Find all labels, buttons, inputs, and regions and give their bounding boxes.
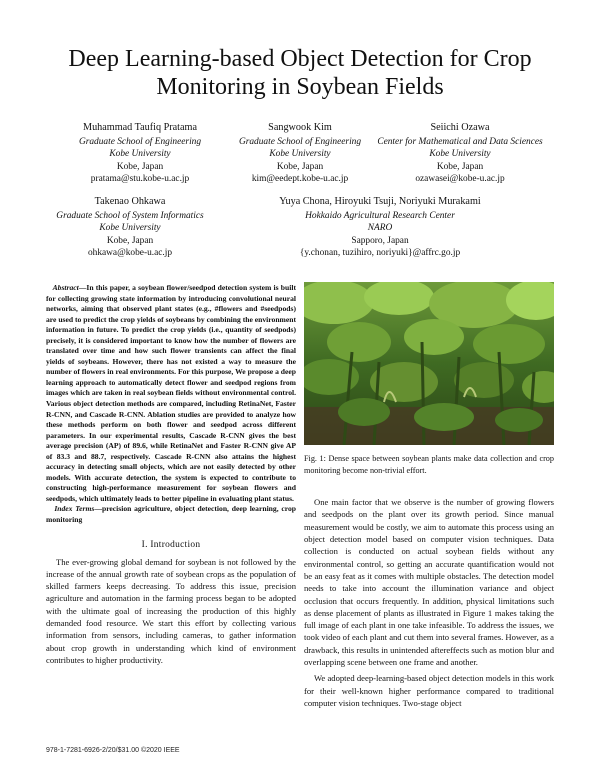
left-column [46,283,296,666]
author-affiliation: Kobe University [269,149,331,160]
index-terms-text: —precision agriculture, object detection, deep learning, crop monitoring [46,504,296,525]
right-column [304,282,554,709]
paper-title: Deep Learning-based Object Detection for Crop Monitoring in Soybean Fields [68,46,532,100]
author-affiliation: Graduate School of Engineering [238,136,362,147]
author-block-4 [30,196,230,260]
soybean-plants-photo [304,282,554,445]
copyright-footer: 978-1-7281-6926-2/20/$31.00 ©2020 IEEE [46,747,180,754]
author-block-5 [255,196,505,260]
soybean-plants-photo-graphic [304,282,554,445]
author-location: Kobe, Japan [116,161,164,172]
intro-paragraph: The ever-growing global demand for soybean is not followed by the increase of the annual growth rate of soybean crops as the population of skilled farmers keeps decreasing. To address this issue, precision agriculture and automation in the farming process began to be adopted with the ultimate goal of increasing the production of this highly demanded food resource. We start this effort by collecting various information from sensors, including cameras, to gather information about crop growth in understanding which kind of environment contributes to higher productivity. [46,556,296,665]
author-affiliation: Graduate School of Engineering [78,136,202,147]
author-name: Seiichi Ozawa [430,122,490,133]
author-location: Sapporo, Japan [351,235,409,246]
abstract-text: —In this paper, a soybean flower/seedpod detection system is built for collecting growing state information by introducing convolutional neural networks, aiming that observed plant states (e.g., #flowers and #seedpods) are used to predict the crop yields of soybeans by combining the environment information in future. To predict the crop yields (i.e., quantity of seedpods) precisely, it is considered important to know how the number of flowers are translated over time and how such flower transients can affect the final yields of soybeans. However, there has not existed a way to measure the number of flowers in real environments. For this purpose, We propose a deep learning approach to automatically detect flower and seedpod regions from images which are taken in real soybean fields without environmental control. Various object detection methods are compared, including RetinaNet, Faster R-CNN, and Cascade R-CNN. Ablation studies are provided to analyze how these methods perform on both flower and seedpod across different parameters. In our experimental results, Cascade R-CNN gives the best average precision (AP) of 89.6, while RetinaNet and Faster R-CNN give AP of 83.3 and 88.7, respectively. Cascade R-CNN also attains the highest accuracy in detecting small objects, which are not easily detected by other models. With accurate detection, the system is expected to contribute to constructing high-performance measurement for soybean flowers and seedpods, which ultimately leads to better pipeline in evaluating plant status. [46,283,296,503]
author-name: Muhammad Taufiq Pratama [83,122,197,133]
author-email: ozawasei@kobe-u.ac.jp [415,174,505,185]
author-email: kim@eedept.kobe-u.ac.jp [251,174,349,185]
author-name: Takenao Ohkawa [94,196,166,207]
author-affiliation: Kobe University [429,149,491,160]
abstract-label: Abstract [52,283,79,292]
author-location: Kobe, Japan [276,161,324,172]
author-name: Yuya Chona, Hiroyuki Tsuji, Noriyuki Murakami [279,196,481,207]
author-email: ohkawa@kobe-u.ac.jp [87,248,173,259]
section-heading-introduction: I. Introduction [141,539,201,550]
author-block-1 [50,122,230,186]
body-paragraph: One main factor that we observe is the number of growing flowers and seedpods on the plant over its growth period. Since manual measurement would be costly, we aim to automate this process using an object detection model based on computer vision techniques. Data collection is conducted on actual soybean fields without any environmental control, so getting an accurate quantification would not be an easy feat as it comes with multiple obstacles. The detection model needs to take into account the illumination variance and object occlusion that occurs frequently. In addition, physical limitations such as dense placement of plants as illustrated in Figure 1 makes taking the full image of each plant in one take infeasible. To address the issues, we took video of each plant and cut them into several frames. However, as a drawback, this results in unintended aftereffects such as motion blur and overlapping scene between one frame and another. [304,497,554,668]
author-location: Kobe, Japan [436,161,484,172]
author-affiliation: NARO [367,223,393,234]
author-location: Kobe, Japan [106,235,154,246]
body-paragraph: We adopted deep-learning-based object detection models in this work for their well-known higher performance compared to traditional computer vision techniques. Two-stage object [304,673,554,708]
abstract [46,283,296,504]
author-affiliation: Kobe University [99,223,161,234]
author-email: {y.chonan, tuzihiro, noriyuki}@affrc.go.jp [299,248,461,259]
author-affiliation: Kobe University [109,149,171,160]
figure-caption: Fig. 1: Dense space between soybean plants make data collection and crop monitoring become non-trivial effort. [304,454,554,475]
author-block-3 [360,122,560,186]
author-affiliation: Hokkaido Agricultural Research Center [305,210,455,221]
index-terms-label: Index Terms [54,504,95,514]
author-affiliation: Graduate School of System Informatics [56,210,204,221]
author-affiliation: Center for Mathematical and Data Sciences [377,136,543,147]
index-terms [46,504,296,525]
author-name: Sangwook Kim [268,122,332,133]
author-email: pratama@stu.kobe-u.ac.jp [90,174,190,185]
